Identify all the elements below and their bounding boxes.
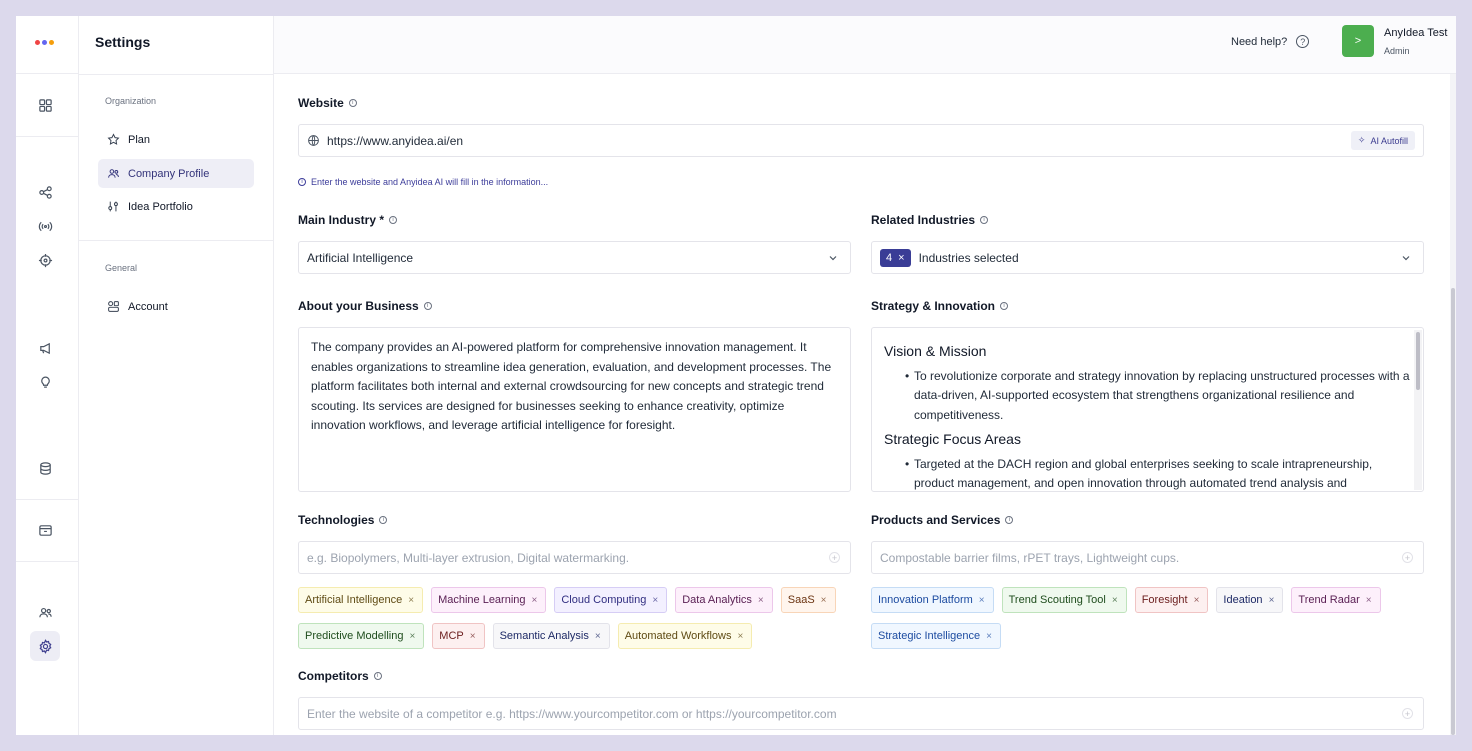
close-icon[interactable]: × [408,594,415,606]
tag[interactable]: Cloud Computing × [554,587,667,613]
technologies-tags [298,587,858,649]
target-nav-button[interactable] [30,245,60,275]
logo-dot-amber [49,40,54,45]
competitors-input[interactable] [298,697,1424,730]
app-logo[interactable] [28,26,60,58]
tag[interactable]: Predictive Modelling × [298,623,424,649]
close-icon[interactable]: × [1268,594,1275,606]
editor-scroll-thumb[interactable] [1416,332,1420,390]
website-label: Website i [298,96,357,110]
close-icon[interactable]: × [652,594,659,606]
technologies-label: Technologies i [298,513,387,527]
megaphone-icon [38,341,53,356]
website-field[interactable] [298,124,1424,157]
close-icon[interactable]: × [737,630,744,642]
sidebar-title: Settings [95,34,151,50]
tag[interactable]: MCP × [432,623,484,649]
tag[interactable]: Strategic Intelligence × [871,623,1001,649]
question-icon: ? [1296,35,1309,48]
tag[interactable]: Trend Radar × [1291,587,1380,613]
related-industries-label: Related Industries i [871,213,988,227]
info-icon: i [1000,302,1008,310]
settings-sidebar [79,16,274,735]
website-value: https://www.anyidea.ai/en [327,133,464,148]
about-business-textarea[interactable]: The company provides an AI-powered platform for comprehensive innovation management. It enables organizations to streamline idea generation, evaluation, and development processes. The platform facilitates both internal and external crowdsourcing for new concepts and strategic trend scouting. Its services are designed for businesses seeking to enhance creativity, optimize innovation workflows, and leverage artificial intelligence for foresight. [298,327,851,492]
tag[interactable]: Automated Workflows × [618,623,753,649]
related-industries-value: Industries selected [918,250,1019,265]
company-profile-form [274,74,1450,735]
competitors-label: Competitors i [298,669,382,683]
icon-rail [16,16,79,735]
sidebar-item-plan[interactable] [98,125,254,154]
close-icon[interactable]: × [757,594,764,606]
chevron-down-icon [1401,253,1411,263]
help-link[interactable] [1231,35,1309,48]
ai-autofill-button[interactable] [1351,131,1415,150]
share-nav-button[interactable] [30,177,60,207]
app-window [16,16,1456,735]
logo-dot-red [35,40,40,45]
close-icon[interactable]: × [898,251,905,264]
products-tags [871,587,1431,649]
tag[interactable]: Artificial Intelligence × [298,587,423,613]
share-icon [38,185,53,200]
tag[interactable]: Semantic Analysis × [493,623,610,649]
about-business-label: About your Business i [298,299,432,313]
top-bar [274,16,1456,74]
account-icon [107,300,120,313]
info-icon: i [298,178,306,186]
chevron-down-icon [828,253,838,263]
archive-nav-button[interactable] [30,515,60,545]
close-icon[interactable]: × [531,594,538,606]
users-icon [107,167,120,180]
tag[interactable]: Machine Learning × [431,587,546,613]
sidebar-item-label: Idea Portfolio [128,200,193,213]
user-name[interactable]: AnyIdea Test [1384,27,1448,39]
section-heading: Vision & Mission [884,343,987,359]
sidebar-item-label: Account [128,300,168,313]
main-industry-label: Main Industry * i [298,213,397,227]
star-icon [107,133,120,146]
campaign-nav-button[interactable] [30,333,60,363]
strategy-innovation-editor[interactable] [871,327,1424,492]
ai-autofill-label: AI Autofill [1370,135,1408,146]
info-icon: i [1005,516,1013,524]
ideas-nav-button[interactable] [30,366,60,396]
close-icon[interactable]: × [469,630,476,642]
tag[interactable]: Data Analytics × [675,587,773,613]
sidebar-group-organization: Organization [105,96,157,106]
sliders-icon [107,200,120,213]
info-icon: i [389,216,397,224]
close-icon[interactable]: × [594,630,601,642]
team-icon [38,605,53,620]
sidebar-item-label: Plan [128,133,151,146]
list-item: • To revolutionize corporate and strategy innovation by replacing unstructured processes with a data-driven, AI-supported ecosystem that strengthens organizational resilience and competitiveness. [914,367,1411,426]
grid-icon [38,98,53,113]
tag[interactable]: Ideation × [1216,587,1283,613]
add-icon[interactable]: + [1402,708,1413,719]
broadcast-icon [38,219,53,234]
add-icon[interactable]: + [829,552,840,563]
info-icon: i [379,516,387,524]
main-industry-select[interactable] [298,241,851,274]
signal-nav-button[interactable] [30,211,60,241]
products-services-input[interactable] [871,541,1424,574]
avatar[interactable]: > [1342,25,1374,57]
sidebar-group-general: General [105,263,138,273]
competitors-placeholder: Enter the website of a competitor e.g. https://www.yourcompetitor.com or https://yourcompetitor.com [307,706,837,721]
close-icon[interactable]: × [409,630,416,642]
page-scroll-thumb[interactable] [1451,288,1455,735]
database-icon [38,461,53,476]
globe-icon [307,134,320,147]
technologies-placeholder: e.g. Biopolymers, Multi-layer extrusion, Digital watermarking. [307,550,630,565]
sidebar-item-account[interactable] [98,292,254,321]
list-item: • Targeted at the DACH region and global enterprises seeking to scale intrapreneurship, product management, and open innovation through automated trend analysis and [914,455,1411,493]
close-icon[interactable]: × [1193,594,1200,606]
settings-nav-button[interactable] [30,631,60,661]
close-icon[interactable]: × [978,594,985,606]
info-icon: i [374,672,382,680]
sidebar-item-label: Company Profile [128,167,210,180]
sidebar-item-company-profile[interactable] [98,159,254,188]
user-role: Admin [1384,46,1410,56]
add-icon[interactable]: + [1402,552,1413,563]
website-hint: i Enter the website and Anyidea AI will fill in the information... [298,177,548,187]
sparkle-icon: ✧ [1357,135,1366,145]
help-label: Need help? [1231,35,1288,48]
info-icon: i [424,302,432,310]
team-nav-button[interactable] [30,597,60,627]
tag[interactable]: Trend Scouting Tool × [1002,587,1127,613]
close-icon[interactable]: × [986,630,992,642]
close-icon[interactable]: × [820,594,827,606]
sidebar-item-idea-portfolio[interactable] [98,192,254,221]
products-services-label: Products and Services i [871,513,1013,527]
lightbulb-icon [38,374,53,389]
tag[interactable]: SaaS × [781,587,836,613]
tag[interactable]: Innovation Platform × [871,587,994,613]
info-icon: i [980,216,988,224]
section-heading: Strategic Focus Areas [884,431,1021,447]
info-icon: i [349,99,357,107]
technologies-input[interactable] [298,541,851,574]
main-industry-value: Artificial Intelligence [307,250,414,265]
archive-icon [38,523,53,538]
database-nav-button[interactable] [30,453,60,483]
strategy-innovation-label: Strategy & Innovation i [871,299,1008,313]
products-placeholder: Compostable barrier films, rPET trays, Lightweight cups. [880,550,1180,565]
related-industries-select[interactable] [871,241,1424,274]
crosshair-icon [38,253,53,268]
close-icon[interactable]: × [1111,594,1118,606]
tag[interactable]: Foresight × [1135,587,1209,613]
close-icon[interactable]: × [1365,594,1372,606]
selected-count-badge[interactable]: 4 × [880,249,911,267]
logo-dot-blue [42,40,47,45]
dashboard-nav-button[interactable] [30,90,60,120]
gear-icon [38,639,53,654]
